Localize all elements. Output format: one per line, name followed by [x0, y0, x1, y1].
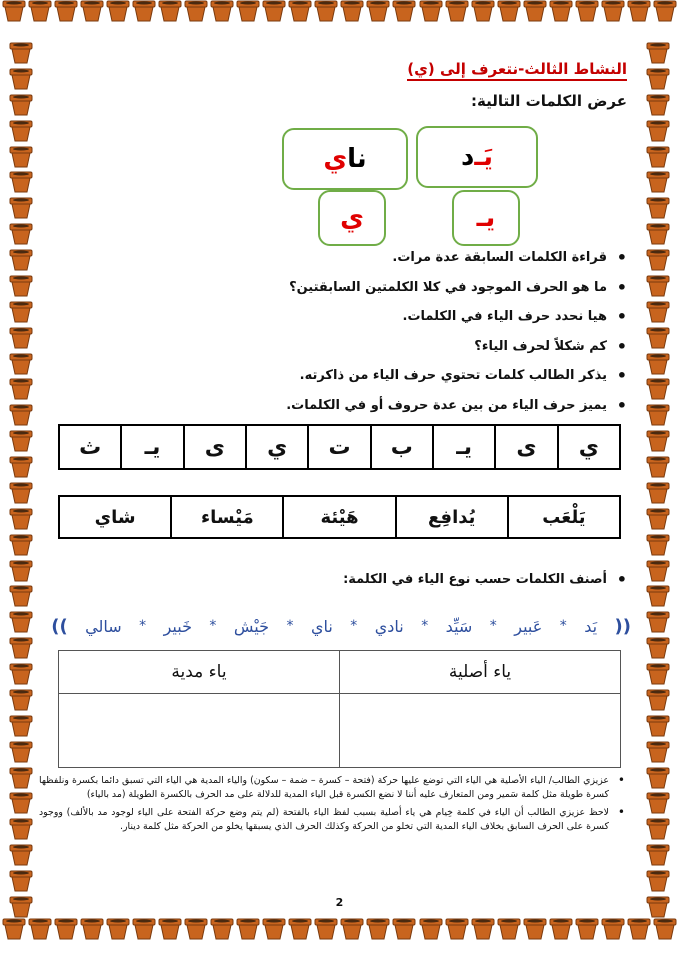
- flower-pot-icon: [9, 844, 33, 866]
- flower-pot-icon: [646, 715, 670, 737]
- flower-pot-icon: [646, 120, 670, 142]
- flower-pot-icon: [9, 353, 33, 375]
- flower-pot-icon: [646, 301, 670, 323]
- flower-pot-icon: [236, 0, 260, 22]
- border-right: [637, 42, 679, 918]
- flower-pot-icon: [471, 0, 495, 22]
- words-table: [58, 495, 621, 539]
- word-list-item: خَبير: [163, 616, 192, 636]
- flower-pot-icon: [9, 146, 33, 168]
- flower-pot-icon: [54, 918, 78, 940]
- border-top: [0, 0, 679, 42]
- flower-pot-icon: [9, 223, 33, 245]
- flower-pot-icon: [646, 42, 670, 64]
- flower-pot-icon: [646, 560, 670, 582]
- flower-pot-icon: [646, 456, 670, 478]
- flower-pot-icon: [653, 918, 677, 940]
- flower-pot-icon: [646, 741, 670, 763]
- flower-pot-icon: [575, 918, 599, 940]
- flower-pot-icon: [392, 0, 416, 22]
- flower-pot-icon: [646, 792, 670, 814]
- flower-pot-icon: [9, 585, 33, 607]
- flower-pot-icon: [549, 0, 573, 22]
- flower-pot-icon: [288, 918, 312, 940]
- flower-pot-icon: [9, 689, 33, 711]
- star-separator: *: [139, 618, 147, 634]
- flower-pot-icon: [106, 918, 130, 940]
- flower-pot-icon: [9, 378, 33, 400]
- flower-pot-icon: [9, 171, 33, 193]
- instruction-item: • ما هو الحرف الموجود في كلا الكلمتين السابقتين؟: [47, 276, 607, 306]
- letter-cell: ى: [184, 425, 246, 469]
- instruction-item: • كم شكلاً لحرف الياء؟: [47, 335, 607, 365]
- flower-pot-icon: [2, 918, 26, 940]
- flower-pot-icon: [523, 918, 547, 940]
- flower-pot-icon: [646, 896, 670, 918]
- flower-pot-icon: [646, 663, 670, 685]
- letter-card-final-ya-text: ي: [340, 203, 364, 233]
- flower-pot-icon: [9, 120, 33, 142]
- flower-pot-icon: [646, 197, 670, 219]
- flower-pot-icon: [210, 918, 234, 940]
- flower-pot-icon: [646, 508, 670, 530]
- letter-cell: يـ: [121, 425, 183, 469]
- letter-cell: ت: [308, 425, 370, 469]
- instruction-item: • يميز حرف الياء من بين عدة حروف أو في الكلمات.: [47, 394, 607, 424]
- flower-pot-icon: [9, 870, 33, 892]
- flower-pot-icon: [80, 918, 104, 940]
- letter-cell: ث: [59, 425, 121, 469]
- flower-pot-icon: [9, 275, 33, 297]
- flower-pot-icon: [262, 918, 286, 940]
- flower-pot-icon: [340, 918, 364, 940]
- border-bottom: [0, 918, 679, 960]
- flower-pot-icon: [9, 42, 33, 64]
- flower-pot-icon: [646, 353, 670, 375]
- word-cell: شاي: [59, 496, 171, 538]
- flower-pot-icon: [646, 378, 670, 400]
- activity-title: النشاط الثالث-نتعرف إلى (ي): [407, 60, 627, 81]
- flower-pot-icon: [601, 0, 625, 22]
- flower-pot-icon: [9, 715, 33, 737]
- flower-pot-icon: [262, 0, 286, 22]
- star-separator: *: [286, 618, 294, 634]
- classify-instruction: • أصنف الكلمات حسب نوع الياء في الكلمة:: [343, 572, 627, 587]
- flower-pot-icon: [9, 767, 33, 789]
- flower-pot-icon: [9, 327, 33, 349]
- word-cell: هَيْئة: [283, 496, 395, 538]
- flower-pot-icon: [497, 0, 521, 22]
- flower-pot-icon: [419, 918, 443, 940]
- flower-pot-icon: [646, 404, 670, 426]
- border-left: [0, 42, 42, 918]
- flower-pot-icon: [445, 918, 469, 940]
- letter-card-final-ya: [318, 190, 386, 246]
- flower-pot-icon: [236, 918, 260, 940]
- flower-pot-icon: [549, 918, 573, 940]
- flower-pot-icon: [646, 611, 670, 633]
- page-number: 2: [335, 896, 344, 909]
- word-card-nay-base: نا: [347, 144, 367, 174]
- flower-pot-icon: [9, 534, 33, 556]
- flower-pot-icon: [54, 0, 78, 22]
- flower-pot-icon: [601, 918, 625, 940]
- flower-pot-icon: [646, 223, 670, 245]
- star-separator: *: [489, 618, 497, 634]
- flower-pot-icon: [132, 918, 156, 940]
- flower-pot-icon: [9, 896, 33, 918]
- flower-pot-icon: [28, 918, 52, 940]
- star-separator: *: [350, 618, 358, 634]
- activity-subtitle: عرض الكلمات التالية:: [471, 92, 627, 110]
- flower-pot-icon: [646, 482, 670, 504]
- letter-card-initial-ya: [452, 190, 520, 246]
- word-cell: يَلْعَب: [508, 496, 620, 538]
- worksheet-page: [39, 44, 635, 916]
- flower-pot-icon: [9, 94, 33, 116]
- flower-pot-icon: [9, 430, 33, 452]
- word-cell: يُدافِع: [396, 496, 508, 538]
- word-list-item: نادي: [374, 616, 404, 636]
- word-list-item: يَد: [584, 616, 598, 636]
- flower-pot-icon: [9, 482, 33, 504]
- word-list: [51, 609, 631, 643]
- flower-pot-icon: [646, 249, 670, 271]
- instruction-item: • قراءة الكلمات السابقة عدة مرات.: [47, 246, 607, 276]
- flower-pot-icon: [9, 68, 33, 90]
- flower-pot-icon: [646, 171, 670, 193]
- flower-pot-icon: [646, 844, 670, 866]
- flower-pot-icon: [106, 0, 130, 22]
- flower-pot-icon: [9, 741, 33, 763]
- word-card-nay: [282, 128, 408, 190]
- flower-pot-icon: [9, 249, 33, 271]
- word-list-item: سَيِّد: [445, 616, 473, 636]
- flower-pot-icon: [366, 0, 390, 22]
- notes-list: [39, 774, 627, 838]
- instructions-list: [47, 246, 627, 423]
- flower-pot-icon: [646, 275, 670, 297]
- flower-pot-icon: [419, 0, 443, 22]
- flower-pot-icon: [9, 792, 33, 814]
- star-separator: *: [559, 618, 567, 634]
- instruction-item: • هيا نحدد حرف الياء في الكلمات.: [47, 305, 607, 335]
- flower-pot-icon: [9, 197, 33, 219]
- flower-pot-icon: [184, 918, 208, 940]
- flower-pot-icon: [9, 818, 33, 840]
- star-separator: *: [209, 618, 217, 634]
- word-list-item: جَيْش: [233, 616, 270, 636]
- letter-cell: ي: [246, 425, 308, 469]
- word-list-open: ((: [614, 615, 631, 637]
- flower-pot-icon: [184, 0, 208, 22]
- flower-pot-icon: [9, 560, 33, 582]
- flower-pot-icon: [646, 689, 670, 711]
- flower-pot-icon: [366, 918, 390, 940]
- original-ya-header: ياء أصلية: [340, 651, 621, 694]
- letter-cell: يـ: [433, 425, 495, 469]
- flower-pot-icon: [132, 0, 156, 22]
- word-cell: مَيْساء: [171, 496, 283, 538]
- flower-pot-icon: [575, 0, 599, 22]
- letter-cell: ى: [495, 425, 557, 469]
- flower-pot-icon: [392, 918, 416, 940]
- flower-pot-icon: [340, 0, 364, 22]
- flower-pot-icon: [646, 94, 670, 116]
- instruction-item: • يذكر الطالب كلمات تحتوي حرف الياء من ذاكرته.: [47, 364, 607, 394]
- flower-pot-icon: [9, 456, 33, 478]
- letter-card-initial-ya-text: يـ: [476, 203, 496, 233]
- flower-pot-icon: [9, 637, 33, 659]
- flower-pot-icon: [646, 68, 670, 90]
- flower-pot-icon: [288, 0, 312, 22]
- word-list-item: ناي: [310, 616, 333, 636]
- word-card-yad-rest: د: [461, 142, 475, 172]
- flower-pot-icon: [646, 818, 670, 840]
- original-ya-answer-cell[interactable]: [340, 694, 621, 768]
- flower-pot-icon: [9, 301, 33, 323]
- long-ya-header: ياء مدية: [59, 651, 340, 694]
- flower-pot-icon: [646, 327, 670, 349]
- word-list-item: عَبير: [514, 616, 543, 636]
- flower-pot-icon: [646, 767, 670, 789]
- flower-pot-icon: [158, 0, 182, 22]
- flower-pot-icon: [9, 508, 33, 530]
- flower-pot-icon: [497, 918, 521, 940]
- flower-pot-icon: [445, 0, 469, 22]
- letters-table: [58, 424, 621, 470]
- word-list-close: )): [51, 615, 68, 637]
- flower-pot-icon: [9, 404, 33, 426]
- note-item: • عزيزي الطالب/ الياء الأصلية هي الياء التي توضع عليها حركة (فتحة – كسرة – ضمة – سكون) والياء المدية هي الياء التي تسبق دائما بكسرة ونلفظها كسرة طويلة مثل كلمة سَمير ومن المتعارف عليه أننا لا نضع الكسرة قبل الياء المدية للدلالة على مد الحرف بالكسرة الطويلة (مد بالياء): [39, 774, 609, 802]
- flower-pot-icon: [471, 918, 495, 940]
- flower-pot-icon: [210, 0, 234, 22]
- flower-pot-icon: [646, 534, 670, 556]
- flower-pot-icon: [646, 146, 670, 168]
- ya-types-table: [58, 650, 621, 768]
- note-item: • لاحظ عزيزي الطالب أن الياء في كلمة خِيام هي ياء أصلية بسبب لفظ الياء بالفتحة (لم يتم وضع حركة الفتحة على الياء لوجود مد بالألف) ووجود كسرة على الحرف السابق بخلاف الياء المدية التي تخلو من الحركة وكذلك الحرف الذي يسبقها يخلو من الحركة مثل كلمة دينار.: [39, 806, 609, 834]
- flower-pot-icon: [28, 0, 52, 22]
- word-list-item: سالي: [85, 616, 122, 636]
- flower-pot-icon: [646, 870, 670, 892]
- flower-pot-icon: [158, 918, 182, 940]
- star-separator: *: [421, 618, 429, 634]
- flower-pot-icon: [9, 663, 33, 685]
- flower-pot-icon: [523, 0, 547, 22]
- flower-pot-icon: [314, 918, 338, 940]
- flower-pot-icon: [9, 611, 33, 633]
- flower-pot-icon: [646, 585, 670, 607]
- letter-cell: ي: [558, 425, 620, 469]
- flower-pot-icon: [314, 0, 338, 22]
- flower-pot-icon: [646, 430, 670, 452]
- flower-pot-icon: [2, 0, 26, 22]
- flower-pot-icon: [653, 0, 677, 22]
- flower-pot-icon: [627, 0, 651, 22]
- flower-pot-icon: [646, 637, 670, 659]
- flower-pot-icon: [627, 918, 651, 940]
- flower-pot-icon: [80, 0, 104, 22]
- long-ya-answer-cell[interactable]: [59, 694, 340, 768]
- word-card-yad: [416, 126, 538, 188]
- word-card-yad-red: يَـ: [474, 142, 493, 172]
- letter-cell: ب: [371, 425, 433, 469]
- word-card-nay-red: ي: [323, 144, 348, 174]
